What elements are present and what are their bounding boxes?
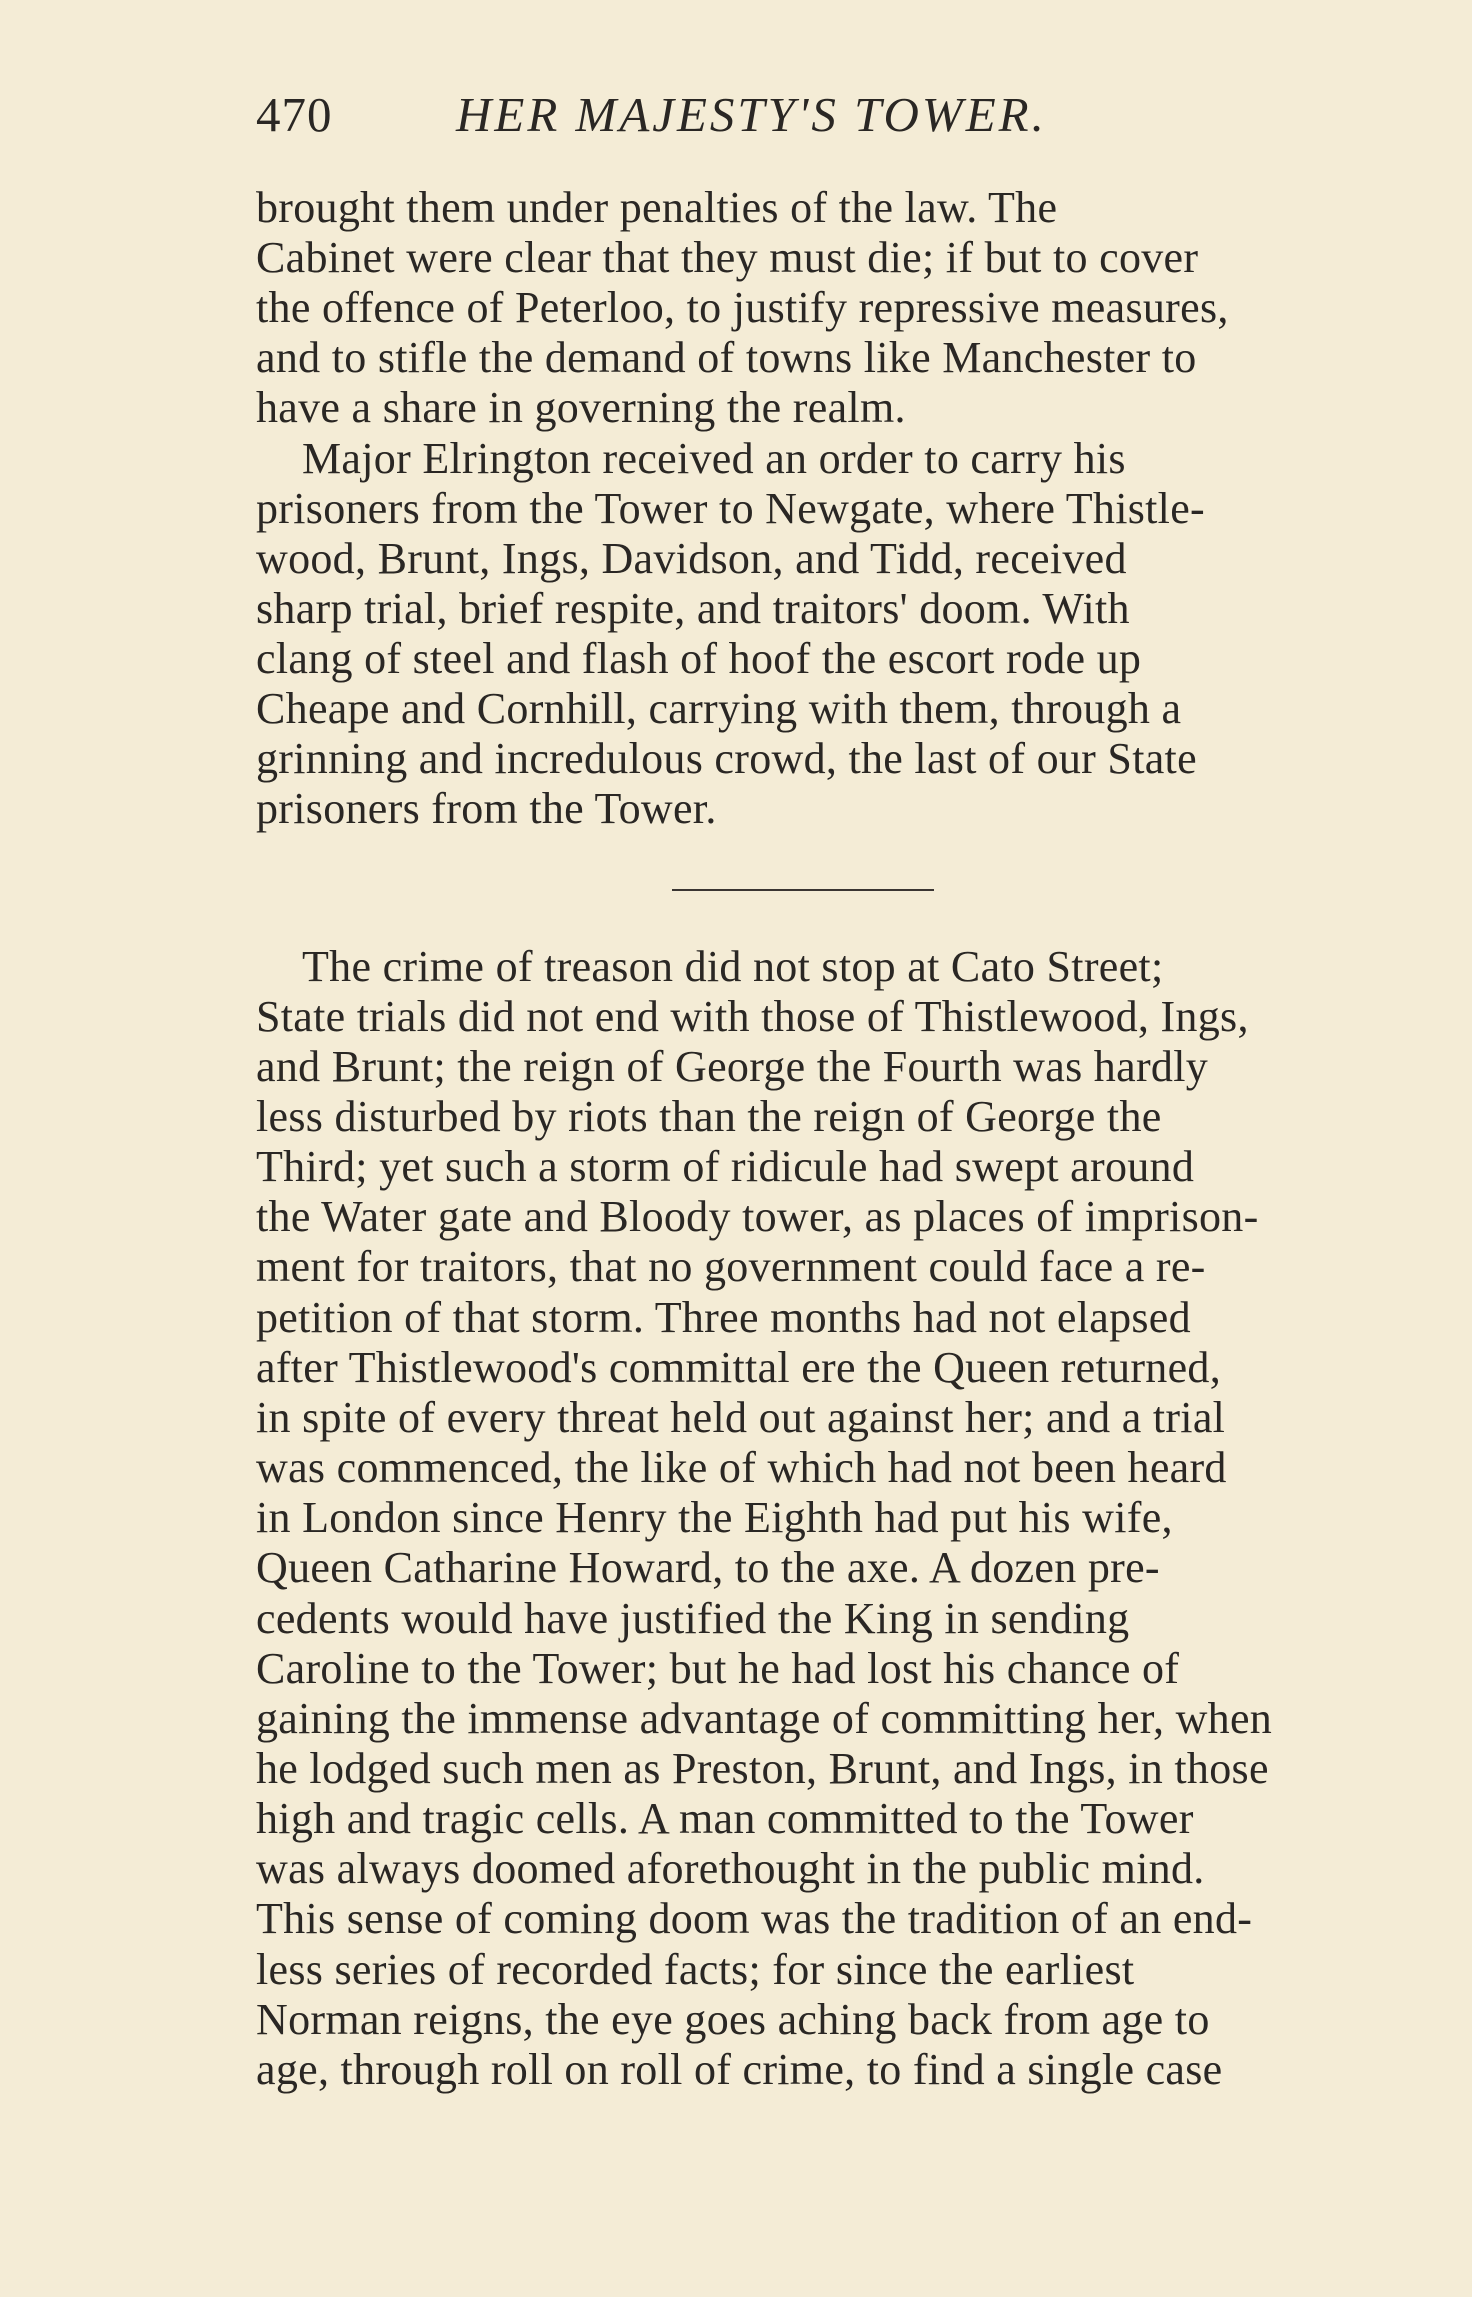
text-line: petition of that storm. Three months had not elapsed: [256, 1293, 1191, 1342]
page-number: 470: [256, 87, 333, 142]
text-line: Queen Catharine Howard, to the axe. A dozen pre-: [256, 1543, 1160, 1592]
text-line: less disturbed by riots than the reign of George the: [256, 1092, 1162, 1141]
text-line: and Brunt; the reign of George the Fourth was hardly: [256, 1042, 1209, 1091]
text-line: Cabinet were clear that they must die; if but to cover: [256, 233, 1199, 282]
section-divider: [672, 889, 934, 891]
text-line: in London since Henry the Eighth had put his wife,: [256, 1493, 1173, 1542]
text-line: have a share in governing the realm.: [256, 383, 906, 432]
text-line: The crime of treason did not stop at Cato Street;: [302, 942, 1164, 991]
text-line: was always doomed aforethought in the public mind.: [256, 1844, 1205, 1893]
text-line: age, through roll on roll of crime, to find a single case: [256, 2045, 1223, 2094]
text-line: Cheape and Cornhill, carrying with them, through a: [256, 684, 1182, 733]
text-line: the Water gate and Bloody tower, as places of imprison-: [256, 1192, 1259, 1241]
text-line: the offence of Peterloo, to justify repressive measures,: [256, 283, 1229, 332]
text-line: This sense of coming doom was the tradition of an end-: [256, 1894, 1253, 1943]
text-line: brought them under penalties of the law. The: [256, 183, 1058, 232]
running-head: HER MAJESTY'S TOWER.: [456, 87, 1047, 142]
text-line: State trials did not end with those of Thistlewood, Ings,: [256, 992, 1249, 1041]
text-line: after Thistlewood's committal ere the Queen returned,: [256, 1343, 1222, 1392]
text-line: Third; yet such a storm of ridicule had swept around: [256, 1142, 1195, 1191]
text-line: Norman reigns, the eye goes aching back from age to: [256, 1995, 1210, 2044]
text-line: in spite of every threat held out against her; and a trial: [256, 1393, 1226, 1442]
text-line: gaining the immense advantage of committing her, when: [256, 1694, 1273, 1743]
text-line: wood, Brunt, Ings, Davidson, and Tidd, received: [256, 534, 1127, 583]
text-line: he lodged such men as Preston, Brunt, and Ings, in those: [256, 1744, 1269, 1793]
page-header: [256, 80, 1256, 150]
text-line: sharp trial, brief respite, and traitors' doom. With: [256, 584, 1130, 633]
text-line: prisoners from the Tower to Newgate, where Thistle-: [256, 484, 1205, 533]
text-line: and to stifle the demand of towns like Manchester to: [256, 333, 1197, 382]
text-line: less series of recorded facts; for since the earliest: [256, 1945, 1135, 1994]
text-line: Caroline to the Tower; but he had lost his chance of: [256, 1644, 1180, 1693]
text-line: high and tragic cells. A man committed to the Tower: [256, 1794, 1194, 1843]
text-line: Major Elrington received an order to carry his: [302, 434, 1126, 483]
text-line: cedents would have justified the King in sending: [256, 1594, 1130, 1643]
text-line: clang of steel and flash of hoof the escort rode up: [256, 634, 1142, 683]
text-line: grinning and incredulous crowd, the last of our State: [256, 734, 1197, 783]
text-line: ment for traitors, that no government could face a re-: [256, 1242, 1206, 1291]
text-line: prisoners from the Tower.: [256, 784, 717, 833]
text-line: was commenced, the like of which had not been heard: [256, 1443, 1227, 1492]
